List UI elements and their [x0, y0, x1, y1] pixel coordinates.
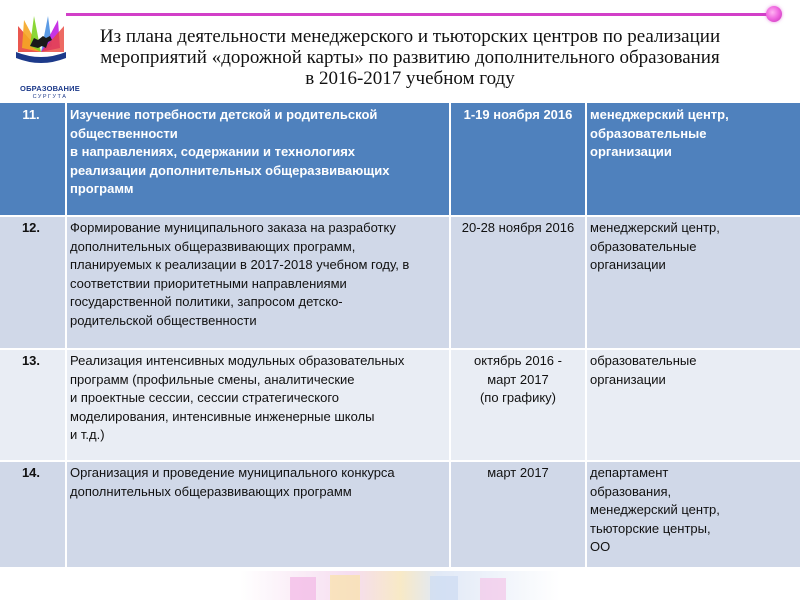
column-divider	[585, 103, 587, 567]
row-responsible: департамент образования, менеджерский центр, тьюторские центры, ОО	[590, 465, 720, 554]
row-number: 14.	[21, 465, 41, 480]
row-date: октябрь 2016 - март 2017 (по графику)	[474, 353, 562, 405]
bottom-decoration	[0, 567, 800, 600]
row-number: 11.	[22, 107, 40, 122]
table-row	[0, 349, 800, 461]
row-divider	[0, 215, 800, 217]
header-accent-line	[66, 13, 772, 16]
row-description: Формирование муниципального заказа на разработку дополнительных общеразвивающих программ, планируемых к реализации в 2017-2018 учебном году, в соответствии приоритетными направлениями государственной политики, запросом детско- родительской общественности	[70, 220, 410, 328]
row-divider	[0, 460, 800, 462]
row-number: 12.	[21, 220, 41, 235]
row-description: Изучение потребности детской и родительской общественности в направлениях, содержании и технологиях реализации дополнительных общеразвивающих программ	[70, 107, 390, 196]
page-title: Из плана деятельности менеджерского и тьюторских центров по реализации мероприятий «дорожной карты» по развитию дополнительного образования в 2016-2017 учебном году	[99, 26, 721, 89]
row-date: 1-19 ноября 2016	[463, 107, 573, 122]
table-row	[0, 103, 800, 216]
row-divider	[0, 348, 800, 350]
row-date: март 2017	[487, 465, 549, 480]
logo-text-main: ОБРАЗОВАНИЕ	[20, 84, 80, 93]
row-description: Реализация интенсивных модульных образовательных программ (профильные смены, аналитические и проектные сессии, сессии стратегического моделирования, интенсивные инженерные школы и т.д.)	[70, 353, 405, 442]
table-row	[0, 216, 800, 349]
row-responsible: менеджерский центр, образовательные организации	[590, 107, 729, 159]
row-responsible: менеджерский центр, образовательные организации	[590, 220, 720, 272]
row-description: Организация и проведение муниципального конкурса дополнительных общеразвивающих программ	[70, 465, 395, 499]
row-number: 13.	[21, 353, 41, 368]
column-divider	[449, 103, 451, 567]
logo-text-sub: СУРГУТА	[32, 94, 68, 100]
column-divider	[65, 103, 67, 567]
row-date: 20-28 ноября 2016	[461, 220, 575, 235]
plan-table	[0, 103, 800, 567]
header-accent-dot	[766, 6, 782, 22]
row-responsible: образовательные организации	[590, 353, 697, 387]
table-row	[0, 461, 800, 567]
